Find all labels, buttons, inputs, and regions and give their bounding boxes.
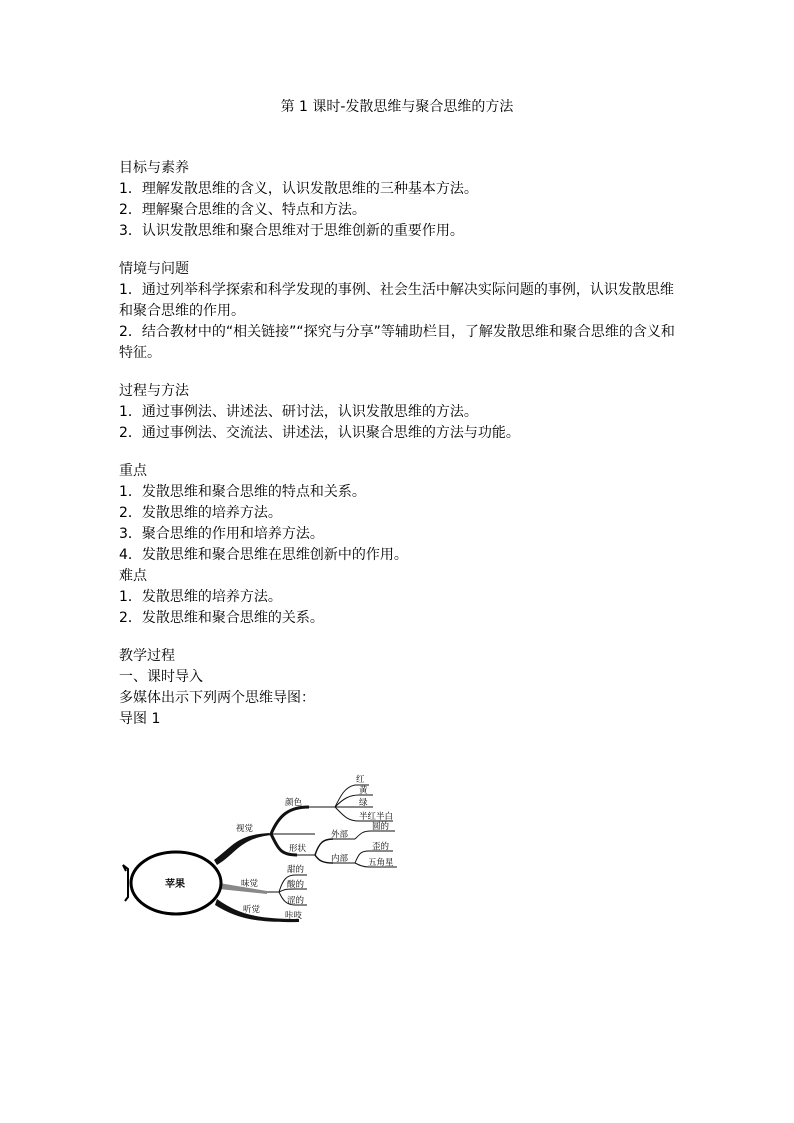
mindmap-inside: 内部 xyxy=(331,854,349,864)
difficulty-item: 1．发散思维的培养方法。 xyxy=(119,589,282,605)
mindmap-taste-astringent: 涩的 xyxy=(287,896,305,906)
mindmap-sound: 咔吱 xyxy=(285,911,303,921)
mindmap-pentagram: 五角星 xyxy=(368,858,394,868)
goal-item: 1．理解发散思维的含义，认识发散思维的三种基本方法。 xyxy=(119,181,478,197)
difficulty-item: 2．发散思维和聚合思维的关系。 xyxy=(119,610,324,626)
section-heading-goals: 目标与素养 xyxy=(119,160,189,176)
teaching-section: 一、课时导入 xyxy=(119,669,203,685)
mindmap-crooked: 歪的 xyxy=(372,842,390,852)
situation-item: 2．结合教材中的“相关链接”“探究与分享”等辅助栏目，了解发散思维和聚合思维的含义和特征。 xyxy=(119,324,675,361)
mindmap-outside: 外部 xyxy=(331,830,349,840)
key-point-item: 1．发散思维和聚合思维的特点和关系。 xyxy=(119,484,366,500)
apple-mind-map xyxy=(119,765,401,927)
teaching-intro: 多媒体出示下列两个思维导图： xyxy=(119,690,315,706)
process-item: 1．通过事例法、讲述法、研讨法，认识发散思维的方法。 xyxy=(119,404,478,420)
mindmap-color-green: 绿 xyxy=(359,798,368,808)
section-heading-key-points: 重点 xyxy=(119,463,147,479)
key-point-item: 3．聚合思维的作用和培养方法。 xyxy=(119,526,324,542)
mindmap-taste-sour: 酸的 xyxy=(287,880,305,890)
page-title: 第 1 课时-发散思维与聚合思维的方法 xyxy=(280,99,514,115)
section-heading-process: 过程与方法 xyxy=(119,383,189,399)
mindmap-round: 圆的 xyxy=(372,822,390,832)
mindmap-color-red: 红 xyxy=(356,775,365,785)
branch-vision xyxy=(214,833,271,865)
situation-item: 1．通过列举科学探索和科学发现的事例、社会生活中解决实际问题的事例，认识发散思维和聚合思维的作用。 xyxy=(119,282,674,319)
lesson-content xyxy=(119,158,679,730)
mindmap-center-label: 苹果 xyxy=(165,879,185,890)
process-item: 2．通过事例法、交流法、讲述法，认识聚合思维的方法与功能。 xyxy=(119,425,520,441)
goal-item: 3．认识发散思维和聚合思维对于思维创新的重要作用。 xyxy=(119,223,464,239)
key-point-item: 4．发散思维和聚合思维在思维创新中的作用。 xyxy=(119,547,408,563)
stem-icon xyxy=(123,865,128,901)
key-point-item: 2．发散思维的培养方法。 xyxy=(119,505,282,521)
mindmap-taste-sweet: 甜的 xyxy=(287,865,305,875)
mindmap-color-half: 半红半白 xyxy=(359,812,394,822)
mindmap-hearing: 听觉 xyxy=(243,905,261,915)
mindmap-taste: 味觉 xyxy=(241,879,259,889)
section-heading-teaching: 教学过程 xyxy=(119,648,175,664)
mindmap-shape: 形状 xyxy=(289,844,307,854)
mindmap-caption: 导图 1 xyxy=(119,711,161,727)
section-heading-difficulties: 难点 xyxy=(119,568,147,584)
mindmap-color-yellow: 黄 xyxy=(359,786,368,796)
section-heading-situation: 情境与问题 xyxy=(119,261,189,277)
mindmap-vision: 视觉 xyxy=(236,824,254,834)
mindmap-color: 颜色 xyxy=(285,798,303,808)
goal-item: 2．理解聚合思维的含义、特点和方法。 xyxy=(119,202,366,218)
